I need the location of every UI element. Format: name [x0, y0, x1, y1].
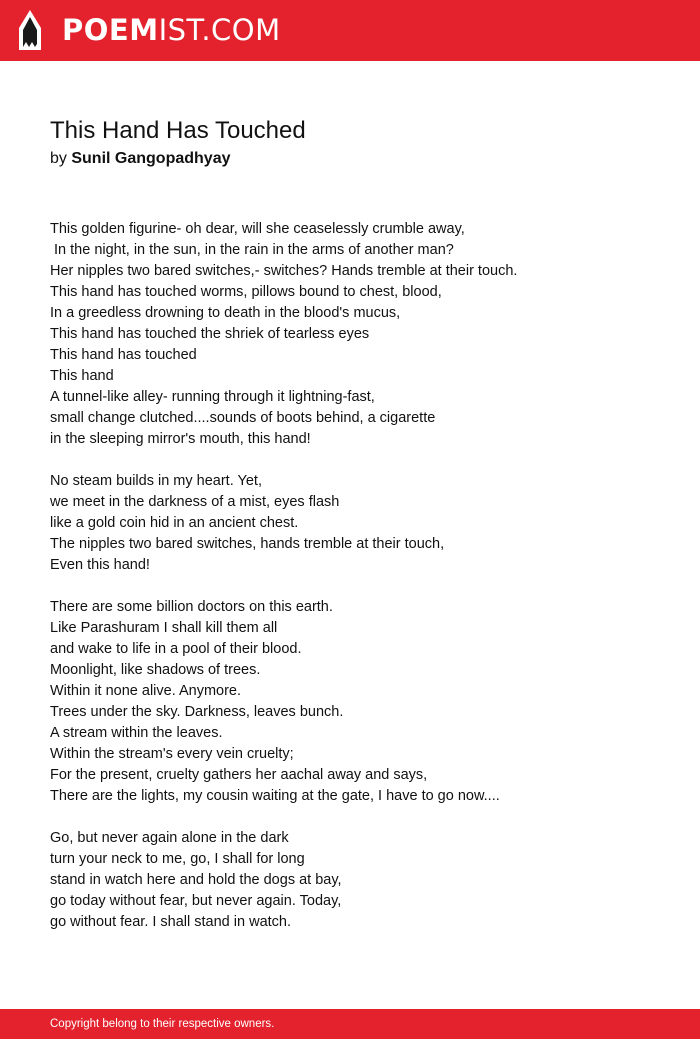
poem-line: This hand has touched the shriek of tearless eyes — [50, 326, 370, 342]
poem-line: This hand has touched worms, pillows bound to chest, blood, — [50, 284, 442, 300]
byline — [50, 149, 231, 169]
site-footer — [0, 1009, 700, 1039]
poem-line: stand in watch here and hold the dogs at bay, — [50, 872, 342, 888]
by-label: by — [50, 150, 67, 167]
poem-line: There are the lights, my cousin waiting at the gate, I have to go now.... — [50, 788, 500, 804]
poem-title: This Hand Has Touched — [50, 117, 306, 144]
logo-bold-text: POEM — [62, 13, 159, 47]
poem-line: like a gold coin hid in an ancient chest. — [50, 515, 299, 531]
poem-line: A stream within the leaves. — [50, 725, 223, 741]
poem-line: In the night, in the sun, in the rain in the arms of another man? — [50, 242, 454, 258]
poem-line: Even this hand! — [50, 557, 150, 573]
poem-line: This hand — [50, 368, 114, 384]
poem-body — [50, 219, 670, 954]
poem-line: small change clutched....sounds of boots behind, a cigarette — [50, 410, 436, 426]
poem-stanza — [50, 597, 670, 807]
poem-line: Within it none alive. Anymore. — [50, 683, 242, 699]
poem-line: go today without fear, but never again. Today, — [50, 893, 342, 909]
site-logo[interactable] — [62, 12, 281, 48]
poem-line: in the sleeping mirror's mouth, this hand! — [50, 431, 311, 447]
poem-stanza — [50, 219, 670, 450]
poem-line: In a greedless drowning to death in the blood's mucus, — [50, 305, 401, 321]
site-header — [0, 0, 700, 61]
copyright-text: Copyright belong to their respective owners. — [50, 1018, 275, 1030]
poem-line: Moonlight, like shadows of trees. — [50, 662, 261, 678]
poem-line: There are some billion doctors on this earth. — [50, 599, 333, 615]
poem-line: For the present, cruelty gathers her aachal away and says, — [50, 767, 428, 783]
poem-line: Trees under the sky. Darkness, leaves bunch. — [50, 704, 344, 720]
poem-line: A tunnel-like alley- running through it lightning-fast, — [50, 389, 375, 405]
poem-line: Her nipples two bared switches,- switches? Hands tremble at their touch. — [50, 263, 518, 279]
poem-line: No steam builds in my heart. Yet, — [50, 473, 262, 489]
poem-stanza — [50, 471, 670, 576]
poem-line: Go, but never again alone in the dark — [50, 830, 289, 846]
poem-line: The nipples two bared switches, hands tremble at their touch, — [50, 536, 445, 552]
author-name[interactable]: Sunil Gangopadhyay — [71, 150, 231, 167]
poem-line: turn your neck to me, go, I shall for long — [50, 851, 305, 867]
poem-line: and wake to life in a pool of their blood. — [50, 641, 302, 657]
poem-line: This hand has touched — [50, 347, 197, 363]
logo-light-text: IST.COM — [158, 13, 281, 47]
poem-line: Within the stream's every vein cruelty; — [50, 746, 294, 762]
poem-line: Like Parashuram I shall kill them all — [50, 620, 278, 636]
poem-line: This golden figurine- oh dear, will she ceaselessly crumble away, — [50, 221, 465, 237]
pencil-icon — [18, 9, 42, 51]
poem-line: we meet in the darkness of a mist, eyes flash — [50, 494, 340, 510]
poem-stanza — [50, 828, 670, 933]
poem-line: go without fear. I shall stand in watch. — [50, 914, 291, 930]
